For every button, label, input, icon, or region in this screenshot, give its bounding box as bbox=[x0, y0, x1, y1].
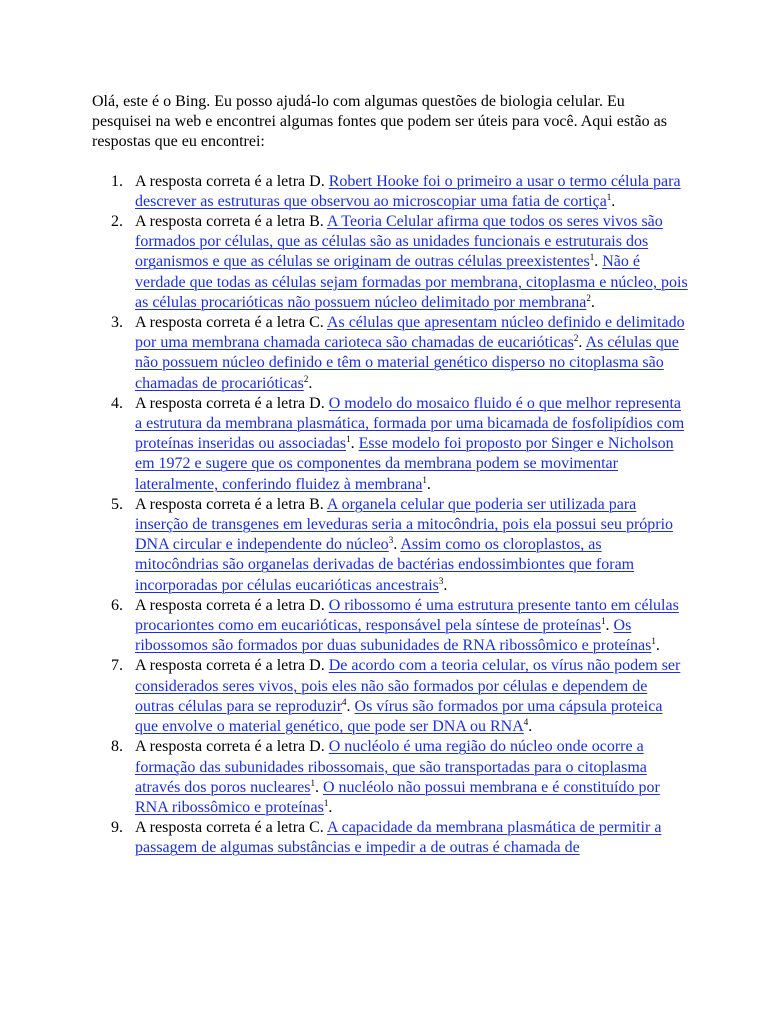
answer-item bbox=[92, 656, 688, 737]
sentence-separator: . bbox=[605, 617, 614, 635]
source-link[interactable]: Robert Hooke foi o primeiro a usar o termo célula para descrever as estruturas que observou ao microscopiar uma fatia de cortiça bbox=[135, 172, 681, 210]
citation-marker: 4 bbox=[342, 696, 347, 707]
answer-item bbox=[92, 172, 688, 212]
document-page bbox=[92, 92, 688, 859]
citation-marker: 2 bbox=[573, 333, 579, 344]
intro-paragraph: Olá, este é o Bing. Eu posso ajudá-lo com algumas questões de biologia celular. Eu pesquisei na web e encontrei algumas fontes que podem ser úteis para você. Aqui estão as respostas que eu encontrei: bbox=[92, 93, 667, 151]
answer-end: . bbox=[590, 293, 595, 311]
source-link[interactable]: As células que não possuem núcleo definido e têm o material genético disperso no citoplasma são chamadas de procarióticas bbox=[135, 334, 679, 392]
sentence-separator: . bbox=[315, 778, 323, 796]
source-link[interactable]: Esse modelo foi proposto por Singer e Nicholson em 1972 e sugere que os componentes da membrana podem se movimentar lateralmente, conferindo fluidez à membrana bbox=[135, 435, 674, 493]
answer-number: 5. bbox=[111, 495, 123, 513]
answer-end: . bbox=[443, 576, 448, 594]
answer-end: . bbox=[328, 798, 333, 816]
sentence-separator: . bbox=[350, 435, 359, 453]
answer-end: . bbox=[308, 374, 313, 392]
citation-marker: 3 bbox=[388, 535, 394, 546]
answer-item bbox=[92, 212, 688, 313]
answer-number: 9. bbox=[111, 819, 123, 837]
citation-marker: 1 bbox=[601, 616, 606, 627]
source-link[interactable]: O modelo do mosaico fluido é o que melhor representa a estrutura da membrana plasmática, formada por uma bicamada de fosfolipídios com proteínas inseridas ou associadas bbox=[135, 394, 685, 453]
answer-prefix: A resposta correta é a letra B. bbox=[135, 213, 327, 231]
answer-prefix: A resposta correta é a letra C. bbox=[135, 314, 327, 332]
answer-item bbox=[92, 394, 688, 495]
source-link[interactable]: Os ribossomos são formados por duas subunidades de RNA ribossômico e proteínas bbox=[135, 617, 652, 655]
answer-number: 1. bbox=[111, 172, 123, 190]
answer-prefix: A resposta correta é a letra C. bbox=[135, 819, 327, 837]
source-link[interactable]: O nucléolo não possui membrana e é constituído por RNA ribossômico e proteínas bbox=[135, 778, 660, 816]
source-link[interactable]: De acordo com a teoria celular, os vírus não podem ser considerados seres vivos, pois eles não são formados por células e dependem de outras células para se reproduzir bbox=[135, 657, 681, 715]
citation-marker: 2 bbox=[303, 373, 309, 384]
answer-prefix: A resposta correta é a letra D. bbox=[135, 596, 329, 614]
answer-prefix: A resposta correta é a letra D. bbox=[135, 738, 329, 756]
answer-number: 4. bbox=[111, 394, 123, 412]
source-link[interactable]: Os vírus são formados por uma cápsula proteica que envolve o material genético, que pode ser DNA ou RNA bbox=[135, 697, 663, 736]
answer-prefix: A resposta correta é a letra D. bbox=[135, 657, 329, 675]
answer-item bbox=[92, 737, 688, 818]
source-link[interactable]: As células que apresentam núcleo definido e delimitado por uma membrana chamada carioteca são chamadas de eucarióticas bbox=[135, 314, 685, 352]
answer-number: 3. bbox=[111, 314, 123, 332]
answer-prefix: A resposta correta é a letra D. bbox=[135, 172, 329, 190]
citation-marker: 1 bbox=[323, 797, 329, 808]
answer-end: . bbox=[528, 718, 533, 736]
answer-number: 8. bbox=[111, 738, 123, 756]
answer-number: 2. bbox=[111, 213, 123, 231]
answer-item bbox=[92, 596, 688, 657]
citation-marker: 4 bbox=[523, 717, 529, 728]
citation-marker: 1 bbox=[422, 474, 427, 485]
citation-marker: 2 bbox=[586, 292, 591, 303]
sentence-separator: . bbox=[594, 253, 603, 271]
source-link[interactable]: A capacidade da membrana plasmática de permitir a passagem de algumas substâncias e impedir a de outras é chamada de bbox=[135, 819, 662, 857]
citation-marker: 1 bbox=[346, 434, 351, 445]
citation-marker: 1 bbox=[651, 636, 656, 647]
sentence-separator: . bbox=[578, 334, 586, 352]
source-link[interactable]: Assim como os cloroplastos, as mitocôndrias são organelas derivadas de bactérias endossimbiontes que foram incorporadas por células eucarióticas ancestrais bbox=[135, 536, 635, 594]
answer-prefix: A resposta correta é a letra B. bbox=[135, 495, 327, 513]
source-link[interactable]: A organela celular que poderia ser utilizada para inserção de transgenes em leveduras seria a mitocôndria, pois ela possui seu próprio DNA circular e independente do núcleo bbox=[135, 495, 674, 554]
answer-number: 7. bbox=[111, 657, 123, 675]
citation-marker: 1 bbox=[589, 252, 595, 263]
answer-end: . bbox=[426, 475, 431, 493]
answer-item bbox=[92, 313, 688, 394]
source-link[interactable]: O ribossomo é uma estrutura presente tanto em células procariontes como em eucarióticas, responsável pela síntese de proteínas bbox=[135, 596, 679, 635]
answer-item bbox=[92, 495, 688, 596]
source-link[interactable]: Não é verdade que todas as células sejam formadas por membrana, citoplasma e núcleo, pois as células procarióticas não possuem núcleo delimitado por membrana bbox=[135, 253, 688, 311]
answer-number: 6. bbox=[111, 596, 123, 614]
sentence-separator: . bbox=[393, 536, 401, 554]
answer-end: . bbox=[611, 192, 616, 210]
source-link[interactable]: A Teoria Celular afirma que todos os seres vivos são formados por células, que as células são as unidades funcionais e estruturais dos organismos e que as células se originam de outras células preexistentes bbox=[135, 213, 663, 271]
answers-list bbox=[92, 172, 688, 859]
source-link[interactable]: O nucléolo é uma região do núcleo onde ocorre a formação das subunidades ribossomais, que são transportadas para o citoplasma através dos poros nucleares bbox=[135, 738, 647, 796]
answer-end: . bbox=[655, 637, 660, 655]
citation-marker: 1 bbox=[310, 777, 315, 788]
citation-marker: 3 bbox=[438, 575, 444, 586]
sentence-separator: . bbox=[346, 697, 355, 715]
citation-marker: 1 bbox=[606, 191, 612, 202]
answer-item bbox=[92, 818, 688, 858]
answer-prefix: A resposta correta é a letra D. bbox=[135, 394, 329, 412]
